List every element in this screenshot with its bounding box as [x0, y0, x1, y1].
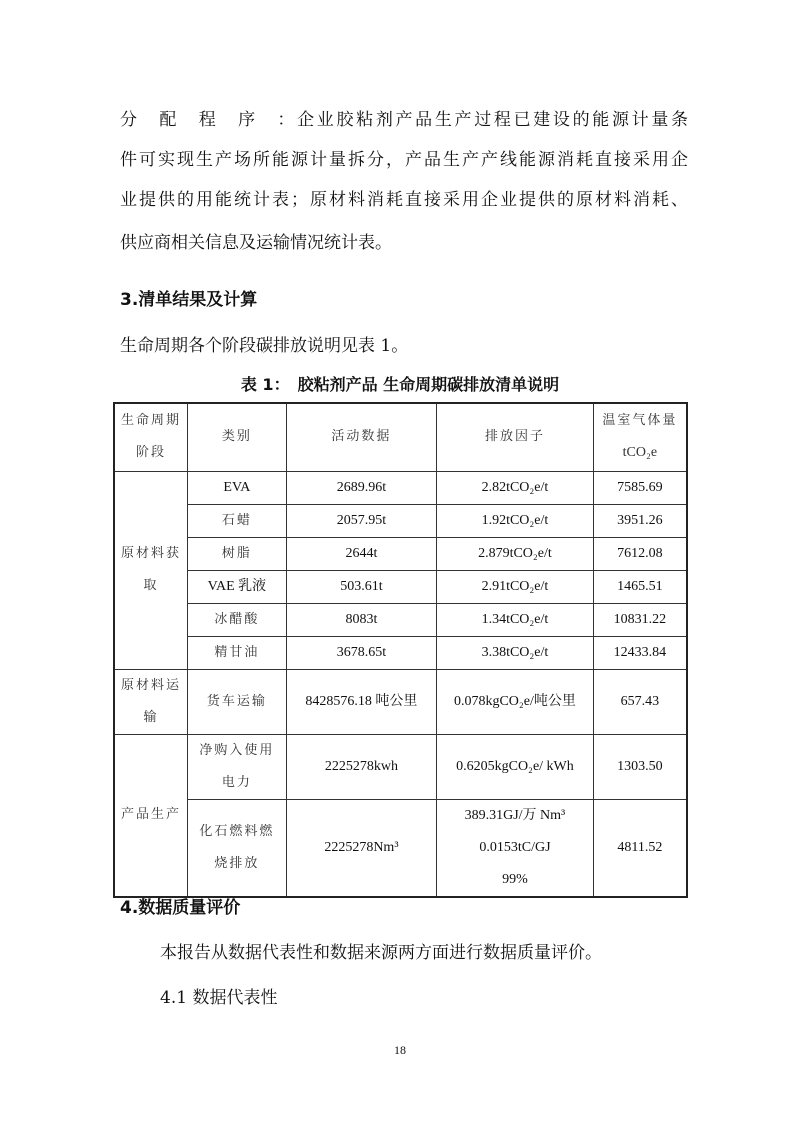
factor-cell: 3.38tCO₂e/t — [437, 636, 594, 669]
table-row — [114, 537, 687, 570]
table-header-row — [114, 403, 687, 471]
stage-cell: 原材料获 取 — [114, 471, 188, 669]
category-cell: 化石燃料燃 烧排放 — [188, 799, 287, 897]
category-cell: 货车运输 — [188, 669, 287, 734]
header-category: 类别 — [188, 403, 287, 471]
subsection-heading: 4.1 数据代表性 — [160, 988, 278, 1008]
table-row — [114, 669, 687, 734]
factor-cell: 2.82tCO₂e/t — [437, 471, 594, 504]
factor-cell: 0.6205kgCO₂e/ kWh — [437, 734, 594, 799]
category-cell: 石蜡 — [188, 504, 287, 537]
table-row — [114, 603, 687, 636]
ghg-cell: 1303.50 — [593, 734, 687, 799]
category-cell: 树脂 — [188, 537, 287, 570]
table-row — [114, 734, 687, 799]
paragraph-line: 供应商相关信息及运输情况统计表。 — [120, 233, 392, 253]
section-heading: 3.清单结果及计算 — [120, 290, 258, 310]
activity-cell: 3678.65t — [286, 636, 437, 669]
activity-cell: 2057.95t — [286, 504, 437, 537]
table-row — [114, 471, 687, 504]
factor-cell: 1.34tCO₂e/t — [437, 603, 594, 636]
factor-cell: 2.879tCO₂e/t — [437, 537, 594, 570]
activity-cell: 8083t — [286, 603, 437, 636]
activity-cell: 2225278kwh — [286, 734, 437, 799]
factor-cell: 2.91tCO₂e/t — [437, 570, 594, 603]
header-stage: 生命周期 阶段 — [114, 403, 188, 471]
table-row — [114, 799, 687, 897]
activity-cell: 2644t — [286, 537, 437, 570]
stage-cell: 原材料运 输 — [114, 669, 188, 734]
ghg-cell: 3951.26 — [593, 504, 687, 537]
ghg-cell: 7612.08 — [593, 537, 687, 570]
paragraph-line: 件可实现生产场所能源计量拆分，产品生产产线能源消耗直接采用企 — [120, 150, 688, 170]
ghg-cell: 4811.52 — [593, 799, 687, 897]
section-text: 本报告从数据代表性和数据来源两方面进行数据质量评价。 — [160, 943, 602, 963]
section-heading: 4.数据质量评价 — [120, 898, 241, 918]
category-cell: 精甘油 — [188, 636, 287, 669]
header-factor: 排放因子 — [437, 403, 594, 471]
category-cell: 冰醋酸 — [188, 603, 287, 636]
factor-cell: 0.078kgCO₂e/吨公里 — [437, 669, 594, 734]
paragraph-line: 业提供的用能统计表；原材料消耗直接采用企业提供的原材料消耗、 — [120, 190, 688, 210]
header-ghg: 温室气体量 tCO₂e — [593, 403, 687, 471]
page-number: 18 — [394, 1043, 406, 1057]
category-cell: VAE 乳液 — [188, 570, 287, 603]
header-activity: 活动数据 — [286, 403, 437, 471]
ghg-cell: 10831.22 — [593, 603, 687, 636]
section-text: 生命周期各个阶段碳排放说明见表 1。 — [120, 336, 409, 356]
activity-cell: 503.61t — [286, 570, 437, 603]
activity-cell: 2689.96t — [286, 471, 437, 504]
stage-cell: 产品生产 — [114, 734, 188, 897]
paragraph-line: 分 配 程 序 ：企业胶粘剂产品生产过程已建设的能源计量条 — [120, 110, 688, 130]
factor-cell: 389.31GJ/万 Nm³ 0.0153tC/GJ 99% — [437, 799, 594, 897]
table-caption: 表 1： 胶粘剂产品 生命周期碳排放清单说明 — [240, 375, 560, 394]
ghg-cell: 1465.51 — [593, 570, 687, 603]
category-cell: 净购入使用 电力 — [188, 734, 287, 799]
table-row — [114, 636, 687, 669]
activity-cell: 8428576.18 吨公里 — [286, 669, 437, 734]
factor-cell: 1.92tCO₂e/t — [437, 504, 594, 537]
ghg-cell: 657.43 — [593, 669, 687, 734]
ghg-cell: 7585.69 — [593, 471, 687, 504]
table-row — [114, 504, 687, 537]
ghg-cell: 12433.84 — [593, 636, 687, 669]
table-row — [114, 570, 687, 603]
activity-cell: 2225278Nm³ — [286, 799, 437, 897]
emission-table — [113, 402, 688, 898]
category-cell: EVA — [188, 471, 287, 504]
